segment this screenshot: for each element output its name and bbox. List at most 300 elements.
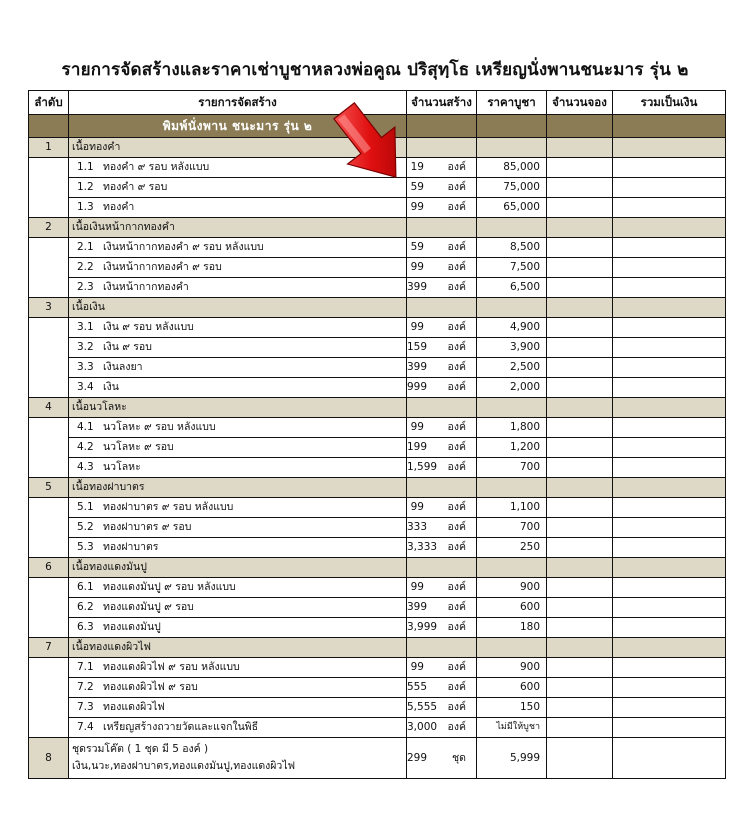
reserve-cell[interactable]: [547, 158, 613, 178]
item-quantity: 99: [410, 201, 424, 213]
category-name: เนื้อทองแดงผิวไฟ: [69, 638, 407, 658]
empty-cell: [477, 218, 547, 238]
item-price: 7,500: [477, 258, 547, 278]
item-cell: [69, 238, 407, 258]
item-row: [29, 378, 726, 398]
item-unit: องค์: [447, 421, 466, 433]
header-item: รายการจัดสร้าง: [69, 91, 407, 115]
item-quantity-cell: [407, 698, 477, 718]
empty-cell: [613, 218, 726, 238]
empty-cell: [613, 298, 726, 318]
item-quantity-cell: [407, 618, 477, 638]
total-cell: [613, 238, 726, 258]
reserve-cell[interactable]: [547, 198, 613, 218]
total-cell: [613, 598, 726, 618]
item-unit: องค์: [447, 581, 466, 593]
reserve-cell[interactable]: [547, 318, 613, 338]
item-index: 1.3: [77, 201, 94, 213]
item-unit: องค์: [447, 381, 466, 393]
empty-cell: [613, 478, 726, 498]
set-contents: เงิน,นวะ,ทองฝาบาตร,ทองแดงมันปู,ทองแดงผิวไฟ: [72, 760, 296, 772]
empty-cell: [613, 638, 726, 658]
item-name: เงินหน้ากากทองคำ: [103, 281, 189, 293]
item-quantity: 333: [407, 521, 428, 533]
empty-cell: [547, 638, 613, 658]
item-name: ทองแดงมันปู ๙ รอบ: [103, 601, 194, 613]
item-price: 6,500: [477, 278, 547, 298]
item-quantity-cell: [407, 658, 477, 678]
item-name: นวโลหะ ๙ รอบ: [103, 441, 174, 453]
item-price: 900: [477, 578, 547, 598]
reserve-cell[interactable]: [547, 598, 613, 618]
item-cell: [69, 378, 407, 398]
item-index: 3.2: [77, 341, 94, 353]
item-index: 5.1: [77, 501, 94, 513]
item-price: 85,000: [477, 158, 547, 178]
item-name: เงิน ๙ รอบ หลังแบบ: [103, 321, 194, 333]
category-number: 5: [29, 478, 69, 498]
item-quantity: 399: [407, 601, 428, 613]
item-row: [29, 578, 726, 598]
total-cell: [613, 378, 726, 398]
red-down-right-arrow-icon: [330, 96, 408, 192]
item-quantity: 59: [410, 181, 424, 193]
item-cell: [69, 258, 407, 278]
item-quantity-cell: [407, 258, 477, 278]
empty-cell: [477, 298, 547, 318]
total-cell: [613, 738, 726, 779]
item-index: 7.2: [77, 681, 94, 693]
item-index: 3.3: [77, 361, 94, 373]
item-quantity-cell: [407, 458, 477, 478]
item-index: 4.1: [77, 421, 94, 433]
item-row: [29, 438, 726, 458]
empty-cell: [29, 278, 69, 298]
item-quantity-cell: [407, 578, 477, 598]
item-name: ทองคำ ๙ รอบ: [103, 181, 168, 193]
total-cell: [613, 318, 726, 338]
empty-cell: [547, 298, 613, 318]
category-number: 2: [29, 218, 69, 238]
item-name: ทองฝาบาตร ๙ รอบ หลังแบบ: [103, 501, 234, 513]
item-quantity: 3,000: [407, 721, 438, 733]
item-name: นวโลหะ ๙ รอบ หลังแบบ: [103, 421, 216, 433]
item-row: [29, 518, 726, 538]
item-row: [29, 538, 726, 558]
item-row: [29, 258, 726, 278]
band-cell: [547, 115, 613, 138]
total-cell: [613, 698, 726, 718]
item-quantity-cell: [407, 438, 477, 458]
category-name: เนื้อทองคำ: [69, 138, 407, 158]
empty-cell: [29, 238, 69, 258]
empty-cell: [29, 438, 69, 458]
item-row: [29, 318, 726, 338]
item-quantity: 555: [407, 681, 428, 693]
item-quantity: 99: [410, 581, 424, 593]
total-cell: [613, 418, 726, 438]
item-price: 600: [477, 678, 547, 698]
set-unit: ชุด: [452, 752, 466, 764]
reserve-cell[interactable]: [547, 498, 613, 518]
empty-cell: [407, 138, 477, 158]
empty-cell: [477, 558, 547, 578]
empty-cell: [407, 218, 477, 238]
item-row: [29, 618, 726, 638]
total-cell: [613, 518, 726, 538]
total-cell: [613, 258, 726, 278]
empty-cell: [407, 398, 477, 418]
item-index: 3.1: [77, 321, 94, 333]
band-cell: [29, 115, 69, 138]
item-index: 7.3: [77, 701, 94, 713]
category-name: เนื้อเงินหน้ากากทองคำ: [69, 218, 407, 238]
reserve-cell[interactable]: [547, 738, 613, 779]
item-quantity: 99: [410, 421, 424, 433]
empty-cell: [547, 398, 613, 418]
reserve-cell[interactable]: [547, 698, 613, 718]
item-index: 6.1: [77, 581, 94, 593]
item-unit: องค์: [447, 461, 466, 473]
empty-cell: [477, 638, 547, 658]
set-title: ชุดรวมโค๊ต ( 1 ชุด มี 5 องค์ ): [72, 743, 209, 755]
category-row: [29, 398, 726, 418]
item-price: 75,000: [477, 178, 547, 198]
item-cell: [69, 198, 407, 218]
item-quantity: 19: [410, 161, 424, 173]
empty-cell: [29, 458, 69, 478]
reserve-cell[interactable]: [547, 658, 613, 678]
item-quantity-cell: [407, 418, 477, 438]
item-cell: [69, 438, 407, 458]
band-cell: [613, 115, 726, 138]
empty-cell: [29, 598, 69, 618]
empty-cell: [547, 138, 613, 158]
reserve-cell[interactable]: [547, 378, 613, 398]
item-quantity: 3,999: [407, 621, 438, 633]
item-price: 700: [477, 518, 547, 538]
empty-cell: [29, 578, 69, 598]
reserve-cell[interactable]: [547, 438, 613, 458]
category-row: [29, 478, 726, 498]
empty-cell: [29, 378, 69, 398]
item-quantity: 5,555: [407, 701, 438, 713]
header-total: รวมเป็นเงิน: [613, 91, 726, 115]
item-unit: องค์: [447, 701, 466, 713]
item-name: ทองแดงผิวไฟ ๙ รอบ หลังแบบ: [103, 661, 240, 673]
empty-cell: [29, 358, 69, 378]
item-price: 180: [477, 618, 547, 638]
item-row: [29, 198, 726, 218]
item-unit: องค์: [447, 261, 466, 273]
item-price: 65,000: [477, 198, 547, 218]
item-unit: องค์: [447, 241, 466, 253]
item-name: เหรียญสร้างถวายวัดและแจกในพิธี: [103, 721, 259, 733]
item-index: 5.2: [77, 521, 94, 533]
band-cell: [477, 115, 547, 138]
item-index: 1.2: [77, 181, 94, 193]
item-index: 1.1: [77, 161, 94, 173]
item-quantity-cell: [407, 718, 477, 738]
item-index: 6.3: [77, 621, 94, 633]
item-index: 6.2: [77, 601, 94, 613]
empty-cell: [477, 398, 547, 418]
category-number: 7: [29, 638, 69, 658]
total-cell: [613, 678, 726, 698]
empty-cell: [29, 178, 69, 198]
item-quantity-cell: [407, 178, 477, 198]
total-cell: [613, 718, 726, 738]
item-cell: [69, 618, 407, 638]
reserve-cell[interactable]: [547, 178, 613, 198]
item-cell: [69, 718, 407, 738]
category-row: [29, 558, 726, 578]
set-row: [29, 738, 726, 779]
empty-cell: [613, 138, 726, 158]
category-name: เนื้อเงิน: [69, 298, 407, 318]
empty-cell: [29, 318, 69, 338]
empty-cell: [407, 558, 477, 578]
empty-cell: [613, 398, 726, 418]
item-row: [29, 658, 726, 678]
item-price: 600: [477, 598, 547, 618]
item-row: [29, 338, 726, 358]
table-body: [29, 115, 726, 779]
item-row: [29, 238, 726, 258]
item-cell: [69, 698, 407, 718]
empty-cell: [29, 698, 69, 718]
reserve-cell[interactable]: [547, 518, 613, 538]
item-quantity-cell: [407, 358, 477, 378]
item-index: 4.2: [77, 441, 94, 453]
price-table: [28, 90, 726, 779]
empty-cell: [407, 638, 477, 658]
reserve-cell[interactable]: [547, 458, 613, 478]
empty-cell: [29, 618, 69, 638]
item-quantity: 1,599: [407, 461, 438, 473]
item-index: 7.4: [77, 721, 94, 733]
item-unit: องค์: [447, 541, 466, 553]
item-unit: องค์: [447, 341, 466, 353]
page-title: รายการจัดสร้างและราคาเช่าบูชาหลวงพ่อคูณ ปริสุทฺโธ เหรียญนั่งพานชนะมาร รุ่น ๒: [61, 60, 689, 80]
total-cell: [613, 498, 726, 518]
item-unit: องค์: [447, 201, 466, 213]
empty-cell: [29, 418, 69, 438]
item-quantity: 99: [410, 501, 424, 513]
item-quantity: 399: [407, 281, 428, 293]
band-cell: [407, 115, 477, 138]
empty-cell: [407, 298, 477, 318]
item-quantity-cell: [407, 278, 477, 298]
item-index: 2.3: [77, 281, 94, 293]
item-cell: [69, 278, 407, 298]
item-unit: องค์: [447, 321, 466, 333]
empty-cell: [407, 478, 477, 498]
empty-cell: [477, 138, 547, 158]
empty-cell: [29, 198, 69, 218]
item-price: 8,500: [477, 238, 547, 258]
item-quantity: 99: [410, 321, 424, 333]
header-quantity: จำนวนสร้าง: [407, 91, 477, 115]
item-unit: องค์: [447, 281, 466, 293]
header-order: ลำดับ: [29, 91, 69, 115]
reserve-cell[interactable]: [547, 718, 613, 738]
total-cell: [613, 358, 726, 378]
total-cell: [613, 278, 726, 298]
item-price: 150: [477, 698, 547, 718]
item-cell: [69, 498, 407, 518]
reserve-cell[interactable]: [547, 338, 613, 358]
item-price: 900: [477, 658, 547, 678]
item-price: 250: [477, 538, 547, 558]
empty-cell: [29, 258, 69, 278]
item-price: 1,100: [477, 498, 547, 518]
item-cell: [69, 338, 407, 358]
empty-cell: [477, 478, 547, 498]
total-cell: [613, 658, 726, 678]
item-name: เงิน: [103, 381, 119, 393]
header-reserved: จำนวนจอง: [547, 91, 613, 115]
item-cell: [69, 318, 407, 338]
item-name: เงินหน้ากากทองคำ ๙ รอบ: [103, 261, 222, 273]
item-name: เงินลงยา: [103, 361, 143, 373]
reserve-cell[interactable]: [547, 618, 613, 638]
item-quantity-cell: [407, 238, 477, 258]
total-cell: [613, 538, 726, 558]
item-name: ทองแดงมันปู: [103, 621, 161, 633]
item-row: [29, 418, 726, 438]
item-name: ทองแดงผิวไฟ ๙ รอบ: [103, 681, 198, 693]
empty-cell: [29, 338, 69, 358]
item-price: 4,900: [477, 318, 547, 338]
item-row: [29, 458, 726, 478]
category-name: เนื้อทองฝาบาตร: [69, 478, 407, 498]
reserve-cell[interactable]: [547, 578, 613, 598]
category-name: เนื้อทองแดงมันปู: [69, 558, 407, 578]
item-quantity: 399: [407, 361, 428, 373]
item-cell: [69, 578, 407, 598]
item-name: ทองฝาบาตร ๙ รอบ: [103, 521, 192, 533]
item-quantity: 59: [410, 241, 424, 253]
reserve-cell[interactable]: [547, 358, 613, 378]
item-quantity: 159: [407, 341, 428, 353]
reserve-cell[interactable]: [547, 418, 613, 438]
category-row: [29, 298, 726, 318]
item-unit: องค์: [447, 501, 466, 513]
category-row: [29, 218, 726, 238]
item-name: ทองแดงมันปู ๙ รอบ หลังแบบ: [103, 581, 236, 593]
item-quantity: 99: [410, 661, 424, 673]
item-row: [29, 498, 726, 518]
set-price: 5,999: [477, 738, 547, 779]
reserve-cell[interactable]: [547, 678, 613, 698]
empty-cell: [547, 218, 613, 238]
item-quantity-cell: [407, 198, 477, 218]
total-cell: [613, 438, 726, 458]
empty-cell: [547, 558, 613, 578]
item-price: 3,900: [477, 338, 547, 358]
item-price: 1,200: [477, 438, 547, 458]
item-cell: [69, 358, 407, 378]
empty-cell: [29, 658, 69, 678]
total-cell: [613, 158, 726, 178]
item-name: ทองแดงผิวไฟ: [103, 701, 165, 713]
item-name: นวโลหะ: [103, 461, 141, 473]
item-quantity-cell: [407, 498, 477, 518]
total-cell: [613, 198, 726, 218]
item-row: [29, 358, 726, 378]
reserve-cell[interactable]: [547, 538, 613, 558]
item-price: 1,800: [477, 418, 547, 438]
item-quantity-cell: [407, 678, 477, 698]
total-cell: [613, 618, 726, 638]
item-index: 3.4: [77, 381, 94, 393]
item-index: 2.2: [77, 261, 94, 273]
item-unit: องค์: [447, 441, 466, 453]
category-number: 1: [29, 138, 69, 158]
item-index: 7.1: [77, 661, 94, 673]
item-index: 5.3: [77, 541, 94, 553]
item-unit: องค์: [447, 161, 466, 173]
set-number: 8: [29, 738, 69, 779]
item-cell: [69, 598, 407, 618]
total-cell: [613, 338, 726, 358]
reserve-cell[interactable]: [547, 238, 613, 258]
category-number: 4: [29, 398, 69, 418]
item-quantity: 99: [410, 261, 424, 273]
empty-cell: [29, 498, 69, 518]
empty-cell: [29, 718, 69, 738]
category-row: [29, 638, 726, 658]
item-quantity-cell: [407, 158, 477, 178]
item-unit: องค์: [447, 621, 466, 633]
item-row: [29, 678, 726, 698]
item-price: 700: [477, 458, 547, 478]
item-row: [29, 698, 726, 718]
item-index: 2.1: [77, 241, 94, 253]
item-quantity-cell: [407, 378, 477, 398]
empty-cell: [547, 478, 613, 498]
empty-cell: [29, 158, 69, 178]
item-quantity: 999: [407, 381, 428, 393]
item-cell: [69, 658, 407, 678]
item-cell: [69, 538, 407, 558]
category-number: 3: [29, 298, 69, 318]
category-name: เนื้อนวโลหะ: [69, 398, 407, 418]
set-quantity-cell: [407, 738, 477, 779]
item-unit: องค์: [447, 661, 466, 673]
set-description: [69, 738, 407, 779]
reserve-cell[interactable]: [547, 258, 613, 278]
empty-cell: [29, 518, 69, 538]
total-cell: [613, 458, 726, 478]
item-quantity-cell: [407, 538, 477, 558]
item-row: [29, 718, 726, 738]
item-quantity-cell: [407, 318, 477, 338]
total-cell: [613, 578, 726, 598]
item-quantity-cell: [407, 338, 477, 358]
set-quantity: 299: [407, 752, 428, 764]
item-name: เงินหน้ากากทองคำ ๙ รอบ หลังแบบ: [103, 241, 264, 253]
item-price: ไม่มีให้บูชา: [477, 718, 547, 738]
band-title: พิมพ์นั่งพาน ชนะมาร รุ่น ๒: [69, 115, 407, 138]
reserve-cell[interactable]: [547, 278, 613, 298]
item-row: [29, 598, 726, 618]
item-price: 2,000: [477, 378, 547, 398]
item-name: ทองฝาบาตร: [103, 541, 159, 553]
item-quantity-cell: [407, 598, 477, 618]
item-price: 2,500: [477, 358, 547, 378]
